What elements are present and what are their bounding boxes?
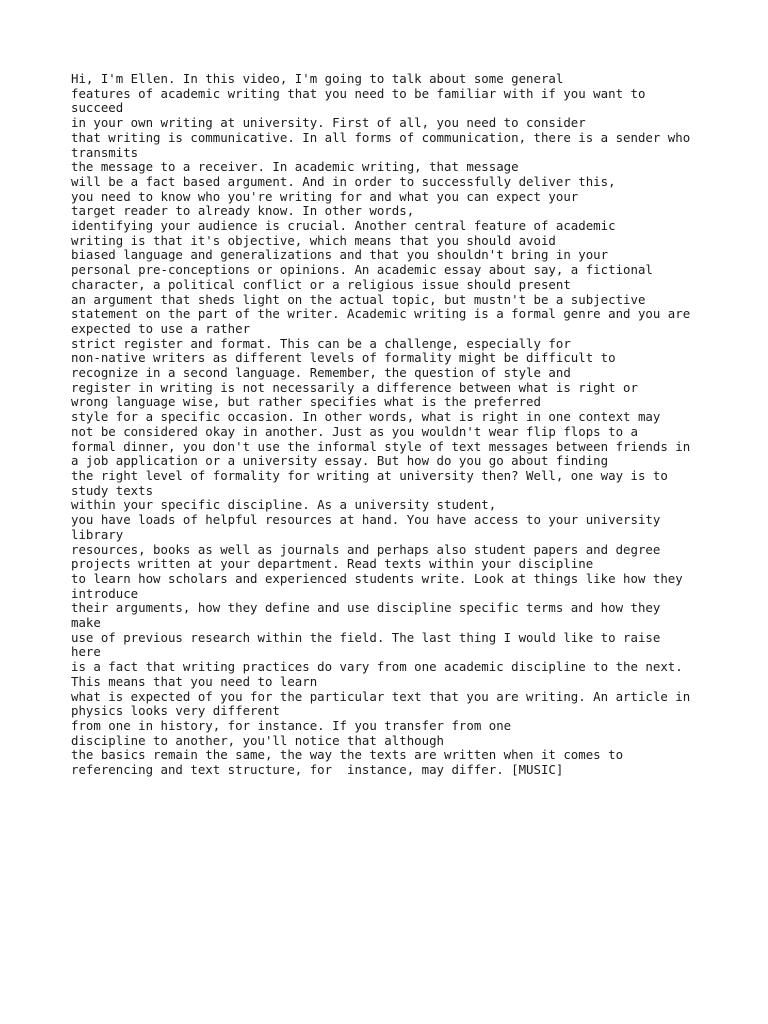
transcript-text xyxy=(71,72,751,778)
transcript-line: library xyxy=(71,526,124,542)
transcript-line: biased language and generalizations and that you shouldn't bring in your xyxy=(71,247,609,263)
transcript-line: physics looks very different xyxy=(71,703,280,719)
transcript-line: This means that you need to learn xyxy=(71,673,318,689)
transcript-line: personal pre-conceptions or opinions. An academic essay about say, a fictional xyxy=(71,262,653,278)
transcript-line: introduce xyxy=(71,585,139,601)
transcript-line: statement on the part of the writer. Academic writing is a formal genre and you are xyxy=(71,306,691,322)
transcript-line: the basics remain the same, the way the texts are written when it comes to xyxy=(71,747,624,763)
transcript-line: an argument that sheds light on the actual topic, but mustn't be a subjective xyxy=(71,291,646,307)
transcript-line: character, a political conflict or a religious issue should present xyxy=(71,276,571,292)
transcript-line: from one in history, for instance. If you transfer from one xyxy=(71,717,512,733)
transcript-line: their arguments, how they define and use discipline specific terms and how they xyxy=(71,600,661,616)
transcript-line: in your own writing at university. First of all, you need to consider xyxy=(71,115,586,131)
transcript-line: what is expected of you for the particular text that you are writing. An article in xyxy=(71,688,691,704)
transcript-line: strict register and format. This can be a challenge, especially for xyxy=(71,335,571,351)
transcript-line: is a fact that writing practices do vary from one academic discipline to the next. xyxy=(71,659,683,675)
transcript-line: projects written at your department. Read texts within your discipline xyxy=(71,556,594,572)
transcript-line: recognize in a second language. Remember, the question of style and xyxy=(71,365,571,381)
transcript-line: register in writing is not necessarily a difference between what is right or xyxy=(71,379,638,395)
transcript-line: identifying your audience is crucial. Another central feature of academic xyxy=(71,218,616,234)
transcript-line: you need to know who you're writing for and what you can expect your xyxy=(71,188,579,204)
transcript-line: a job application or a university essay. But how do you go about finding xyxy=(71,453,609,469)
transcript-line: expected to use a rather xyxy=(71,320,251,336)
transcript-line: to learn how scholars and experienced students write. Look at things like how they xyxy=(71,570,683,586)
transcript-line: you have loads of helpful resources at hand. You have access to your university xyxy=(71,512,661,528)
transcript-line: target reader to already know. In other words, xyxy=(71,203,415,219)
transcript-line: writing is that it's objective, which means that you should avoid xyxy=(71,232,556,248)
transcript-line: wrong language wise, but rather specifies what is the preferred xyxy=(71,394,541,410)
transcript-line: non-native writers as different levels of formality might be difficult to xyxy=(71,350,616,366)
transcript-line: not be considered okay in another. Just as you wouldn't wear flip flops to a xyxy=(71,423,638,439)
transcript-line: here xyxy=(71,644,101,660)
transcript-line: will be a fact based argument. And in order to successfully deliver this, xyxy=(71,173,616,189)
transcript-line: make xyxy=(71,615,101,631)
transcript-line: succeed xyxy=(71,100,124,116)
transcript-line: Hi, I'm Ellen. In this video, I'm going to talk about some general xyxy=(71,71,564,86)
transcript-line: formal dinner, you don't use the informal style of text messages between friends in xyxy=(71,438,691,454)
transcript-line: referencing and text structure, for instance, may differ. [MUSIC] xyxy=(71,762,564,778)
transcript-line: features of academic writing that you need to be familiar with if you want to xyxy=(71,85,646,101)
transcript-line: that writing is communicative. In all forms of communication, there is a sender who xyxy=(71,129,691,145)
transcript-line: the message to a receiver. In academic writing, that message xyxy=(71,159,519,175)
transcript-line: transmits xyxy=(71,144,139,160)
transcript-line: resources, books as well as journals and perhaps also student papers and degree xyxy=(71,541,661,557)
transcript-line: within your specific discipline. As a university student, xyxy=(71,497,497,513)
transcript-line: discipline to another, you'll notice that although xyxy=(71,732,444,748)
transcript-line: the right level of formality for writing at university then? Well, one way is to xyxy=(71,467,668,483)
transcript-line: style for a specific occasion. In other words, what is right in one context may xyxy=(71,409,661,425)
transcript-line: use of previous research within the field. The last thing I would like to raise xyxy=(71,629,661,645)
transcript-line: study texts xyxy=(71,482,154,498)
